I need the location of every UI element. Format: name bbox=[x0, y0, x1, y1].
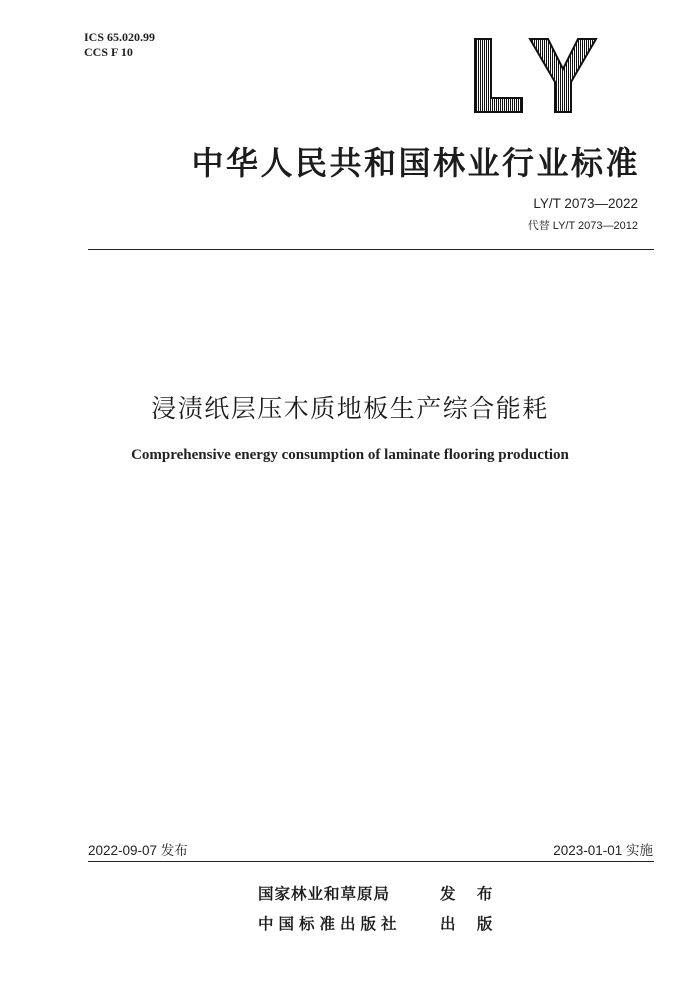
standard-code: LY/T 2073—2022 bbox=[533, 196, 638, 211]
standard-category-title: 中华人民共和国林业行业标准 bbox=[191, 144, 640, 182]
ccs-code: CCS F 10 bbox=[84, 45, 133, 59]
publisher-name: 中国标准出版社 bbox=[258, 915, 402, 933]
document-title-cn: 浸渍纸层压木质地板生产综合能耗 bbox=[151, 394, 549, 423]
classification-codes bbox=[84, 30, 284, 60]
implementation-date: 2023-01-01 实施 bbox=[553, 843, 653, 858]
ics-code: ICS 65.020.99 bbox=[84, 30, 156, 44]
replaces-standard: 代替 LY/T 2073—2012 bbox=[527, 220, 638, 232]
issue-date: 2022-09-07 发布 bbox=[88, 843, 188, 858]
header-divider bbox=[88, 249, 654, 250]
ly-logo bbox=[472, 36, 602, 116]
footer-divider bbox=[88, 861, 654, 862]
document-title-en: Comprehensive energy consumption of laminate flooring production bbox=[131, 447, 569, 463]
issuing-role: 发 布 bbox=[440, 885, 501, 903]
publisher-role: 出 版 bbox=[440, 915, 501, 933]
issuing-authority: 国家林业和草原局 bbox=[258, 885, 391, 903]
